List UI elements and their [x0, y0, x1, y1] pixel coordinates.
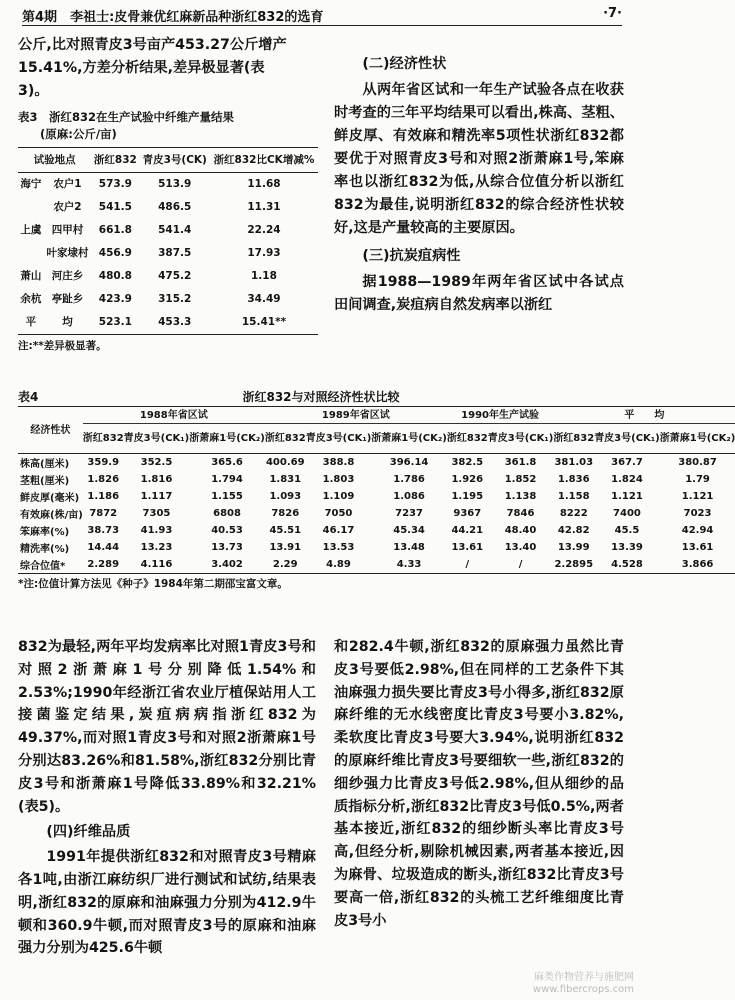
- header-issue-title: 第4期 李祖士:皮骨兼优红麻新品种浙红832的选育: [22, 10, 324, 25]
- table-row: 精洗率(%) 14.44 13.23 13.73 13.91 13.53 13.48 13.61 13.40 13.99 13.39 13.61: [20, 542, 714, 555]
- running-header: [22, 2, 622, 26]
- col-header: 浙红832: [264, 433, 306, 444]
- table4-title: 浙红832与对照经济性状比较: [242, 390, 400, 404]
- watermark: 麻类作物营养与施肥网 www.fibercrops.com: [532, 972, 634, 995]
- paragraph: 832为最轻,两年平均发病率比对照1青皮3号和对照2浙萧麻1号分别降低1.54%和2.53%;1990年经浙江省农业厅植保站用人工接菌鉴定结果,炭疽病病指浙红832为49.37%,而对照1青皮3号和对照2浙萧麻1号分别达83.26%和81.58%,浙红832分别比青皮3号和浙萧麻1号降低33.89%和32.21%(表5)。: [18, 639, 316, 815]
- table4-note: *注:位值计算方法见《种子》1984年第二期邵宝富文章。: [18, 578, 288, 590]
- col-header: 青皮3号(CK₁): [305, 433, 372, 444]
- right-top-column: [334, 48, 624, 317]
- left-top-column: [18, 34, 322, 358]
- table4: [18, 406, 735, 574]
- table-row: 萧山 河庄乡 480.8 475.2 1.18: [20, 270, 277, 282]
- table3-header-site: 试验地点: [33, 153, 76, 166]
- col-header: 浙红832: [553, 433, 595, 444]
- section-heading-anthracnose: (三)抗炭疽病性: [362, 248, 461, 264]
- table4-group-1989: 1989年省区试: [265, 407, 447, 424]
- paragraph: 据1988—1989年两年省区试中各试点田间调查,炭疽病自然发病率以浙红: [334, 274, 624, 313]
- col-header: 青皮3号(CK₁): [594, 433, 660, 444]
- table-row: 叶家埭村 456.9 387.5 17.93: [46, 247, 281, 259]
- table-row: 平 均 523.1 453.3 15.41**: [18, 311, 318, 335]
- table-row: 有效麻(株/亩) 7872 7305 6808 7826 7050 7237 9367 7846 8222 7400 7023: [20, 508, 712, 521]
- table3-header-ck: 青皮3号(CK): [142, 153, 207, 166]
- table3-title: 浙红832在生产试验中纤维产量结果: [49, 110, 235, 124]
- table-row: 农户2 541.5 486.5 11.31: [53, 201, 281, 213]
- table4-group-1990: 1990年生产试验: [447, 407, 553, 424]
- paragraph: 和282.4牛顿,浙红832的原麻强力虽然比青皮3号要低2.98%,但在同样的工艺条件下其油麻强力损失要比青皮3号小得多,浙红832原麻纤维的无水线密度比青皮3号要小3.82%,柔软度比青皮3号要大3.94%,说明浙红832的原麻纤维比青皮3号要细软一些,浙红832的细纱强力比青皮3号低2.98%,但从细纱的品质指标分析,浙红832比青皮3号低0.5%,两者基本接近,浙红832的细纱断头率比青皮3号高,但经分析,剔除机械因素,两者基本接近,因为麻骨、垃圾造成的断头,浙红832比青皮3号要高一倍,浙红832的头梳工艺纤维细度比青皮3号小: [334, 639, 624, 929]
- table-row: 综合位值* 2.289 4.116 3.402 2.29 4.89 4.33 / / 2.2895 4.528 3.866: [18, 556, 735, 574]
- col-header: 青皮3号(CK₁): [487, 433, 554, 444]
- table4-label: 表4: [18, 390, 39, 404]
- text-line: 15.41%,方差分析结果,差异极显著(表: [18, 60, 265, 76]
- table4-group-1988: 1988年省区试: [83, 407, 265, 424]
- col-header: 青皮3号(CK₁): [123, 433, 190, 444]
- paragraph: 从两年省区试和一年生产试验各点在收获时考查的三年平均结果可以看出,株高、茎粗、鲜皮厚、有效麻和精洗率5项性状浙红832都要优于对照青皮3号和对照2浙萧麻1号,笨麻率也以浙红832为低,从综合位值分析以浙红832为最佳,说明浙红832的综合经济性状较好,这是产量较高的主要原因。: [334, 82, 624, 236]
- page-number: ·7·: [603, 6, 622, 21]
- text-line: 公斤,比对照青皮3号亩产453.27公斤增产: [18, 37, 287, 53]
- table-row: 上虞 四甲村 661.8 541.4 22.24: [20, 224, 281, 236]
- col-header: 浙红832: [82, 433, 124, 444]
- table-row: 余杭 亭趾乡 423.9 315.2 34.49: [20, 293, 281, 305]
- section-heading-economic: (二)经济性状: [362, 56, 447, 72]
- header-rule: [22, 25, 622, 26]
- col-header: 浙萧麻1号(CK₂): [659, 433, 735, 444]
- table-row: 笨麻率(%) 38.73 41.93 40.53 45.51 46.17 45.34 44.21 48.40 42.82 45.5 42.94: [20, 525, 714, 538]
- table4-block: [18, 388, 735, 591]
- table3-unit: (原麻:公斤/亩): [40, 127, 117, 141]
- bottom-left-column: [18, 636, 316, 960]
- table3-header-pct: 浙红832比CK增减%: [213, 153, 315, 166]
- table4-caption: [18, 388, 624, 406]
- table-row: 鲜皮厚(毫米) 1.186 1.117 1.155 1.093 1.109 1.086 1.195 1.138 1.158 1.121 1.121: [20, 491, 714, 504]
- table3-caption: [18, 109, 322, 143]
- table3-header-zh: 浙红832: [93, 153, 137, 166]
- table-row: 茎粗(厘米) 1.826 1.816 1.794 1.831 1.803 1.786 1.926 1.852 1.836 1.824 1.79: [20, 474, 710, 487]
- col-header: 浙红832: [446, 433, 488, 444]
- text-line: 3)。: [18, 83, 49, 99]
- table4-group-avg: 平 均: [553, 407, 735, 424]
- table3: [18, 147, 318, 335]
- table4-header-trait: 经济性状: [18, 407, 83, 454]
- section-heading-fiber: (四)纤维品质: [46, 824, 131, 841]
- table3-note: 注:**差异极显著。: [18, 340, 107, 352]
- table3-label: 表3: [18, 110, 38, 124]
- table-row: 海宁 农户1 573.9 513.9 11.68: [20, 178, 281, 190]
- col-header: 浙萧麻1号(CK₂): [189, 433, 265, 444]
- paragraph: 1991年提供浙红832和对照青皮3号精麻各1吨,由浙江麻纺织厂进行测试和试纺,结果表明,浙红832的原麻和油麻强力分别为412.9牛顿和360.9牛顿,而对照青皮3号的原麻和油麻强力分别为425.6牛顿: [18, 849, 316, 957]
- col-header: 浙萧麻1号(CK₂): [371, 433, 447, 444]
- bottom-right-column: [334, 636, 624, 932]
- table-row: 株高(厘米) 359.9 352.5 365.6 400.69 388.8 396.14 382.5 361.8 381.03 367.7 380.87: [20, 457, 717, 470]
